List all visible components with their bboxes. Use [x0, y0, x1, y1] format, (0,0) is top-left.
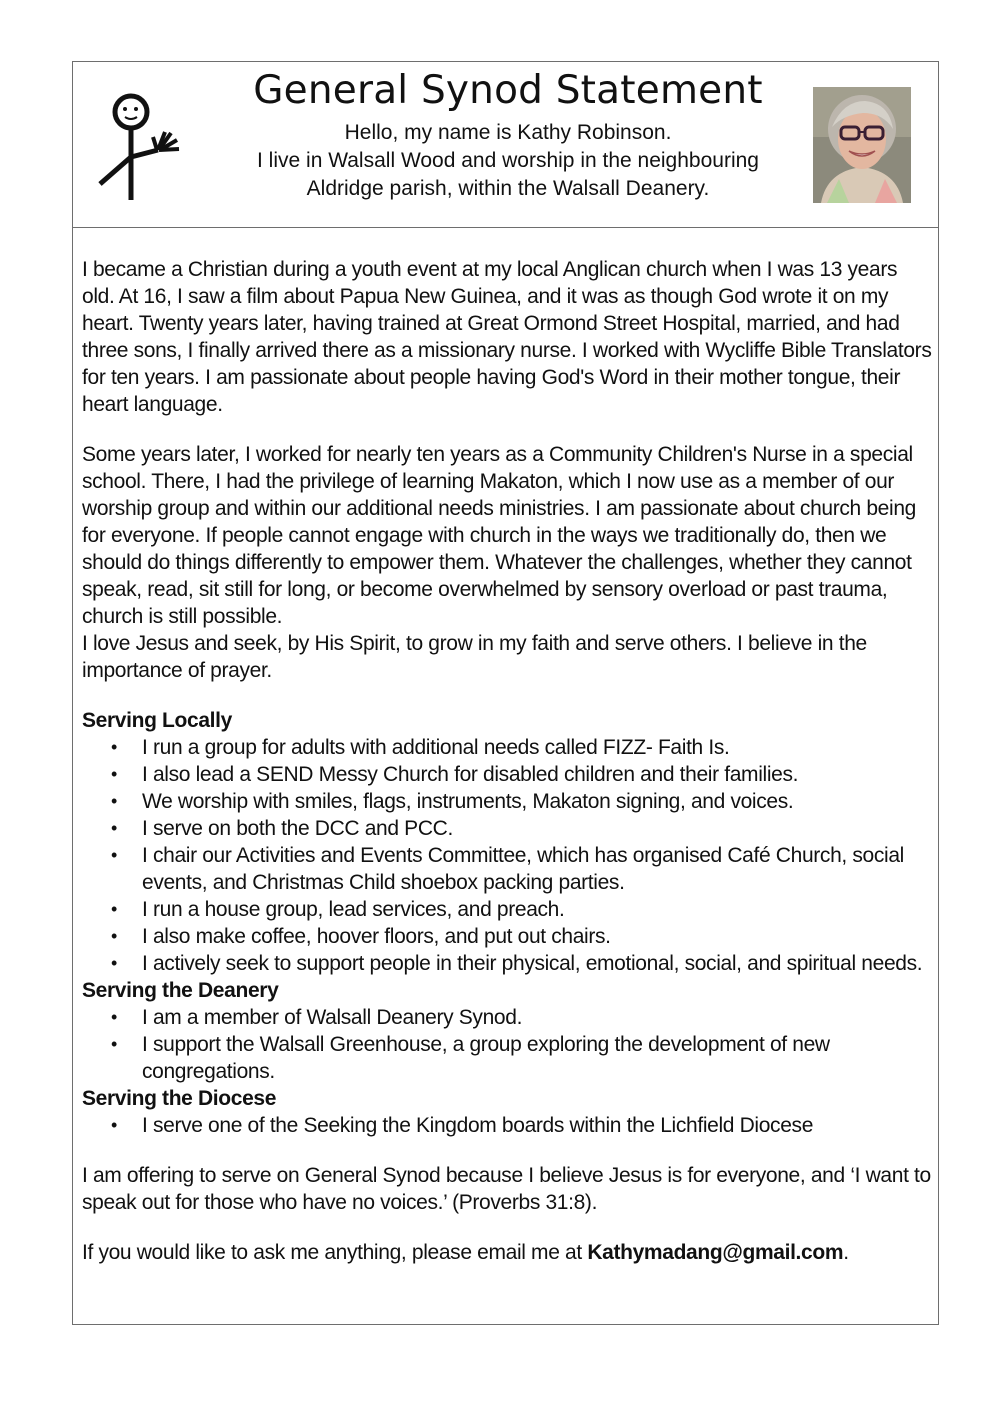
paragraph-faith: I love Jesus and seek, by His Spirit, to grow in my faith and serve others. I believe in the importance of prayer. — [82, 632, 867, 682]
list-item: • I support the Walsall Greenhouse, a group exploring the development of new congregations. — [111, 1033, 830, 1083]
section-heading-diocese: Serving the Diocese — [82, 1087, 277, 1110]
statement-body — [82, 256, 932, 1266]
contact-line: If you would like to ask me anything, please email me at Kathymadang@gmail.com. — [82, 1241, 849, 1264]
list-item: • I am a member of Walsall Deanery Synod. — [111, 1006, 523, 1029]
portrait-photo — [813, 87, 911, 203]
bullet-icon: • — [111, 1034, 117, 1054]
statement-frame — [72, 61, 939, 1325]
bullet-icon: • — [111, 926, 117, 946]
intro-line: Hello, my name is Kathy Robinson. — [344, 121, 672, 144]
page-title: General Synod Statement — [253, 68, 763, 113]
section-heading-locally: Serving Locally — [82, 709, 232, 732]
section-heading-deanery: Serving the Deanery — [82, 979, 279, 1002]
list-item: • I also make coffee, hoover floors, and put out chairs. — [111, 925, 611, 948]
waving-stick-figure-icon — [95, 92, 185, 202]
bullet-icon: • — [111, 764, 117, 784]
bullet-icon: • — [111, 953, 117, 973]
list-serving-diocese — [82, 1112, 932, 1139]
intro-text — [193, 119, 823, 203]
bullet-icon: • — [111, 899, 117, 919]
list-item: • I serve one of the Seeking the Kingdom boards within the Lichfield Diocese — [111, 1114, 814, 1137]
list-item: • I chair our Activities and Events Committee, which has organised Café Church, social events, and Christmas Child shoebox packing parties. — [111, 844, 904, 894]
list-item: • I serve on both the DCC and PCC. — [111, 817, 453, 840]
intro-line: Aldridge parish, within the Walsall Deanery. — [306, 177, 710, 200]
bullet-icon: • — [111, 791, 117, 811]
bullet-icon: • — [111, 737, 117, 757]
list-item: • I actively seek to support people in their physical, emotional, social, and spiritual needs. — [111, 952, 923, 975]
bullet-icon: • — [111, 818, 117, 838]
list-item: • I also lead a SEND Messy Church for disabled children and their families. — [111, 763, 799, 786]
bullet-icon: • — [111, 1115, 117, 1135]
bullet-icon: • — [111, 845, 117, 865]
list-item: • I run a group for adults with additional needs called FIZZ- Faith Is. — [111, 736, 730, 759]
email-link[interactable]: Kathymadang@gmail.com — [587, 1241, 844, 1264]
list-item: • We worship with smiles, flags, instruments, Makaton signing, and voices. — [111, 790, 794, 813]
list-item: • I run a house group, lead services, and preach. — [111, 898, 565, 921]
paragraph-background: I became a Christian during a youth event at my local Anglican church when I was 13 years old. At 16, I saw a film about Papua New Guinea, and it was as though God wrote it on my heart. Twenty years later, having trained at Great Ormond Street Hospital, married, and had three sons, I finally arrived there as a missionary nurse. I worked with Wycliffe Bible Translators for ten years. I am passionate about people having God's Word in their mother tongue, their heart language. — [82, 258, 932, 416]
bullet-icon: • — [111, 1007, 117, 1027]
paragraph-closing: I am offering to serve on General Synod because I believe Jesus is for everyone, and ‘I want to speak out for those who have no voices.’ (Proverbs 31:8). — [82, 1164, 931, 1214]
list-serving-deanery — [82, 1004, 932, 1085]
list-serving-locally — [82, 734, 932, 977]
intro-line: I live in Walsall Wood and worship in the neighbouring — [257, 149, 759, 172]
paragraph-nursing: Some years later, I worked for nearly ten years as a Community Children's Nurse in a special school. There, I had the privilege of learning Makaton, which I now use as a member of our worship group and within our additional needs ministries. I am passionate about church being for everyone. If people cannot engage with church in the ways we traditionally do, then we should do things differently to empower them. Whatever the challenges, whether they cannot speak, read, sit still for long, or become overwhelmed by sensory overload or past trauma, church is still possible. — [82, 443, 916, 628]
header — [73, 62, 938, 228]
